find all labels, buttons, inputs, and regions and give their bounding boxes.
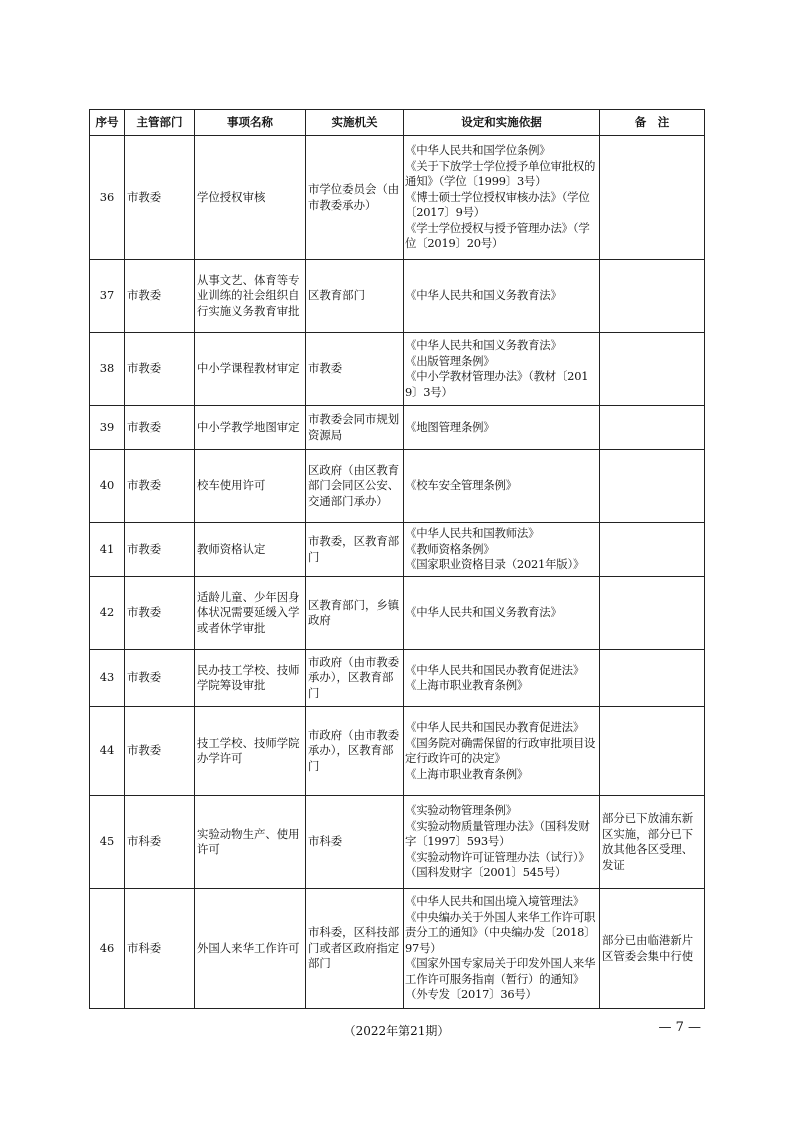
- basis-line: 《校车安全管理条例》: [405, 478, 517, 493]
- cell-remark: [600, 136, 705, 260]
- header-remark: 备 注: [600, 110, 705, 136]
- table-row: [90, 577, 705, 650]
- header-seq: 序号: [90, 110, 125, 136]
- cell-dept: 市教委: [125, 577, 195, 650]
- cell-name: 实验动物生产、使用许可: [195, 796, 306, 889]
- cell-remark: 部分已由临港新片区管委会集中行使: [600, 889, 705, 1009]
- table-row: [90, 523, 705, 577]
- table-row: [90, 796, 705, 889]
- basis-line: 《中华人民共和国学位条例》: [405, 143, 551, 158]
- basis-line: 《中华人民共和国出境入境管理法》: [405, 894, 585, 909]
- cell-name: 中小学课程教材审定: [195, 333, 306, 406]
- basis-line: 《出版管理条例》: [405, 353, 495, 368]
- cell-dept: 市教委: [125, 450, 195, 523]
- cell-remark: [600, 577, 705, 650]
- basis-line: 《博士硕士学位授权审核办法》（学位〔2017〕9号）: [405, 189, 590, 220]
- table-row: [90, 450, 705, 523]
- cell-basis: [404, 450, 600, 523]
- basis-line: 《实验动物管理条例》: [405, 803, 517, 818]
- cell-basis: [404, 406, 600, 450]
- cell-name: 中小学教学地图审定: [195, 406, 306, 450]
- cell-name: 适龄儿童、少年因身体状况需要延缓入学或者休学审批: [195, 577, 306, 650]
- basis-line: 《中央编办关于外国人来华工作许可职责分工的通知》（中央编办发〔2018〕97号）: [405, 909, 596, 955]
- basis-line: 《地图管理条例》: [405, 419, 495, 434]
- cell-remark: [600, 260, 705, 333]
- cell-seq: 46: [90, 889, 125, 1009]
- cell-agency: 市教委: [306, 333, 404, 406]
- cell-remark: [600, 523, 705, 577]
- cell-dept: 市教委: [125, 333, 195, 406]
- cell-remark: [600, 650, 705, 707]
- header-row: [90, 110, 705, 136]
- cell-basis: [404, 650, 600, 707]
- table-row: [90, 406, 705, 450]
- cell-dept: 市教委: [125, 406, 195, 450]
- basis-line: 《教师资格条例》: [405, 541, 495, 556]
- table-row: [90, 260, 705, 333]
- items-table: [89, 109, 705, 1009]
- basis-line: 《上海市职业教育条例》: [405, 766, 529, 781]
- cell-dept: 市教委: [125, 136, 195, 260]
- cell-basis: [404, 136, 600, 260]
- cell-basis: [404, 889, 600, 1009]
- cell-basis: [404, 796, 600, 889]
- basis-line: 《中华人民共和国义务教育法》: [405, 605, 562, 620]
- cell-seq: 36: [90, 136, 125, 260]
- cell-agency: 市政府（由市教委承办），区教育部门: [306, 650, 404, 707]
- cell-agency: 市科委: [306, 796, 404, 889]
- cell-dept: 市教委: [125, 523, 195, 577]
- cell-agency: 市政府（由市教委承办），区教育部门: [306, 707, 404, 796]
- basis-line: 《中小学教材管理办法》（教材〔2019〕3号）: [405, 369, 589, 399]
- cell-dept: 市教委: [125, 260, 195, 333]
- basis-line: 《国家职业资格目录（2021年版）》: [405, 557, 585, 572]
- cell-seq: 44: [90, 707, 125, 796]
- cell-name: 技工学校、技师学院办学许可: [195, 707, 306, 796]
- cell-remark: [600, 707, 705, 796]
- cell-agency: 市科委，区科技部门或者区政府指定部门: [306, 889, 404, 1009]
- header-agency: 实施机关: [306, 110, 404, 136]
- cell-remark: [600, 406, 705, 450]
- cell-seq: 42: [90, 577, 125, 650]
- cell-basis: [404, 707, 600, 796]
- header-name: 事项名称: [195, 110, 306, 136]
- cell-remark: [600, 333, 705, 406]
- cell-name: 校车使用许可: [195, 450, 306, 523]
- cell-seq: 37: [90, 260, 125, 333]
- cell-dept: 市教委: [125, 650, 195, 707]
- cell-name: 民办技工学校、技师学院筹设审批: [195, 650, 306, 707]
- cell-remark: [600, 450, 705, 523]
- cell-name: 外国人来华工作许可: [195, 889, 306, 1009]
- page-number: — 7 —: [658, 1020, 701, 1035]
- cell-agency: 区政府（由区教育部门会同区公安、交通部门承办）: [306, 450, 404, 523]
- cell-dept: 市科委: [125, 889, 195, 1009]
- basis-line: 《实验动物许可证管理办法（试行）》（国科发财字〔2001〕545号）: [405, 849, 590, 880]
- table-row: [90, 707, 705, 796]
- basis-line: 《上海市职业教育条例》: [405, 678, 529, 692]
- cell-seq: 41: [90, 523, 125, 577]
- basis-line: 《中华人民共和国义务教育法》: [405, 338, 562, 352]
- basis-line: 《学士学位授权与授予管理办法》（学位〔2019〕20号）: [405, 220, 590, 251]
- cell-seq: 39: [90, 406, 125, 450]
- cell-basis: [404, 523, 600, 577]
- basis-line: 《中华人民共和国民办教育促进法》: [405, 662, 585, 677]
- cell-basis: [404, 260, 600, 333]
- table-body: [90, 136, 705, 1009]
- cell-agency: 市教委，区教育部门: [306, 523, 404, 577]
- issue-footer: （2022年第21期）: [343, 1024, 450, 1038]
- table-row: [90, 333, 705, 406]
- basis-line: 《关于下放学士学位授予单位审批权的通知》（学位〔1999〕3号）: [405, 158, 596, 189]
- basis-line: 《实验动物质量管理办法》（国科发财字〔1997〕593号）: [405, 818, 590, 849]
- basis-line: 《国家外国专家局关于印发外国人来华工作许可服务指南（暂行）的通知》（外专发〔2017〕36号）: [405, 956, 596, 1002]
- basis-line: 《中华人民共和国教师法》: [405, 526, 540, 541]
- table-row: [90, 650, 705, 707]
- basis-line: 《中华人民共和国民办教育促进法》: [405, 720, 585, 734]
- header-dept: 主管部门: [125, 110, 195, 136]
- cell-agency: 市学位委员会（由市教委承办）: [306, 136, 404, 260]
- table-row: [90, 136, 705, 260]
- cell-name: 从事文艺、体育等专业训练的社会组织自行实施义务教育审批: [195, 260, 306, 333]
- cell-seq: 38: [90, 333, 125, 406]
- cell-basis: [404, 333, 600, 406]
- basis-line: 《国务院对确需保留的行政审批项目设定行政许可的决定》: [405, 735, 596, 765]
- cell-name: 教师资格认定: [195, 523, 306, 577]
- table-row: [90, 889, 705, 1009]
- basis-line: 《中华人民共和国义务教育法》: [405, 288, 562, 303]
- cell-dept: 市科委: [125, 796, 195, 889]
- cell-agency: 区教育部门: [306, 260, 404, 333]
- cell-agency: 区教育部门，乡镇政府: [306, 577, 404, 650]
- cell-agency: 市教委会同市规划资源局: [306, 406, 404, 450]
- cell-seq: 45: [90, 796, 125, 889]
- cell-seq: 40: [90, 450, 125, 523]
- cell-remark: 部分已下放浦东新区实施，部分已下放其他各区受理、发证: [600, 796, 705, 889]
- cell-name: 学位授权审核: [195, 136, 306, 260]
- cell-seq: 43: [90, 650, 125, 707]
- cell-dept: 市教委: [125, 707, 195, 796]
- header-basis: 设定和实施依据: [404, 110, 600, 136]
- cell-basis: [404, 577, 600, 650]
